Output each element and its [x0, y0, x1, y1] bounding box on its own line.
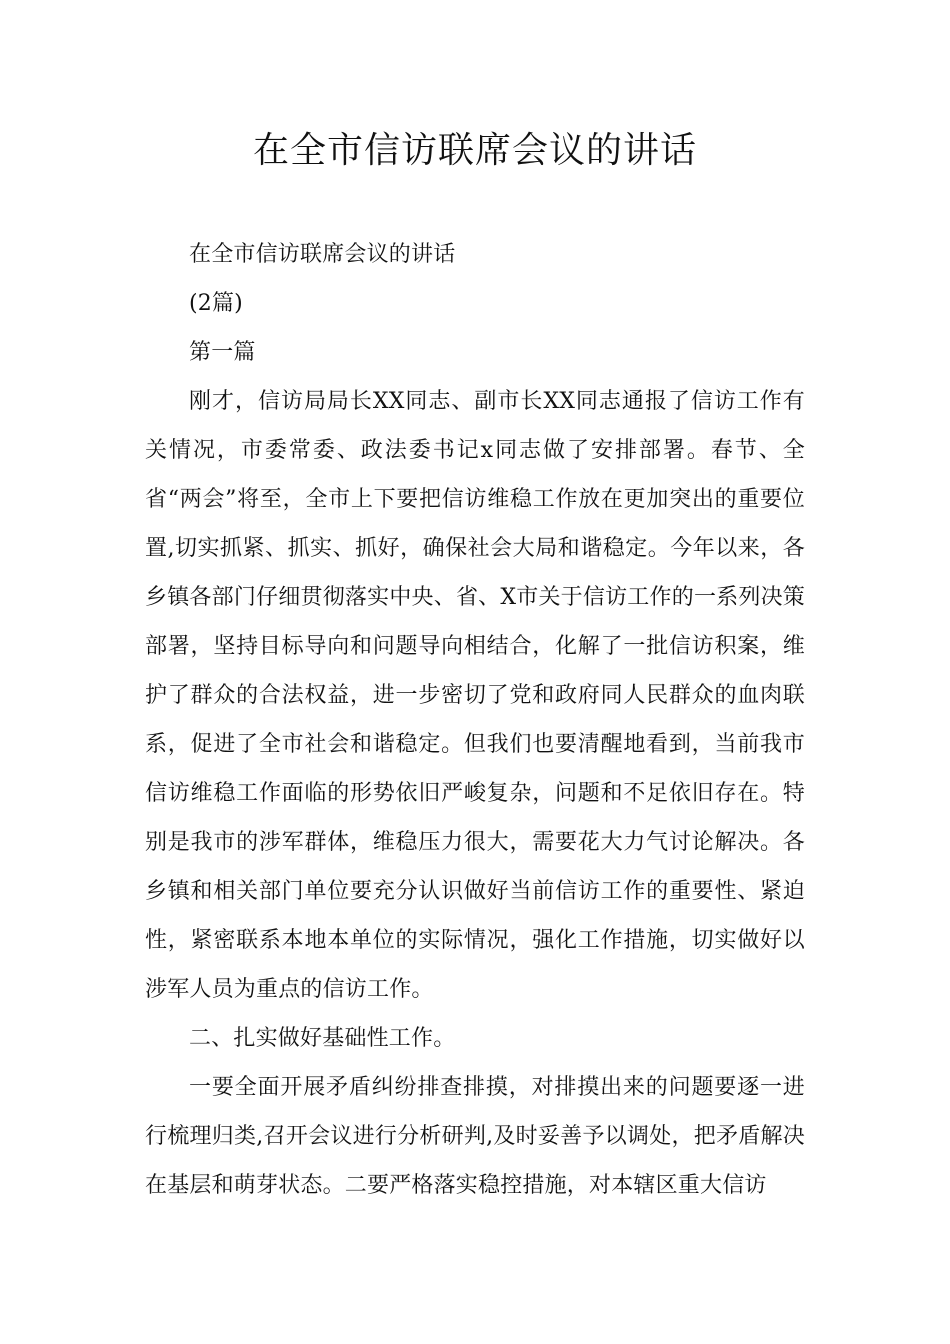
body-paragraph: 一要全面开展矛盾纠纷排查排摸，对排摸出来的问题要逐一进行梳理归类,召开会议进行分析研判,及时妥善予以调处，把矛盾解决在基层和萌芽状态。二要严格落实稳控措施，对本辖区重大信访: [145, 1075, 805, 1198]
subtitle-paragraph: 在全市信访联席会议的讲话: [189, 242, 456, 267]
document-body: [145, 230, 805, 1210]
body-paragraph: 刚才，信访局局长XX同志、副市长XX同志通报了信访工作有关情况，市委常委、政法委书记x同志做了安排部署。春节、全省“两会”将至，全市上下要把信访维稳工作放在更加突出的重要位置,切实抓紧、抓实、抓好，确保社会大局和谐稳定。今年以来，各乡镇各部门仔细贯彻落实中央、省、X市关于信访工作的一系列决策部署，坚持目标导向和问题导向相结合，化解了一批信访积案，维护了群众的合法权益，进一步密切了党和政府同人民群众的血肉联系，促进了全市社会和谐稳定。但我们也要清醒地看到，当前我市信访维稳工作面临的形势依旧严峻复杂，问题和不足依旧存在。特别是我市的涉军群体，维稳压力很大，需要花大力气讨论解决。各乡镇和相关部门单位要充分认识做好当前信访工作的重要性、紧迫性，紧密联系本地本单位的实际情况，强化工作措施，切实做好以涉军人员为重点的信访工作。: [145, 389, 805, 1002]
section-heading: 第一篇: [189, 340, 256, 365]
count-paragraph: (2篇): [189, 291, 243, 316]
section-heading: 二、扎实做好基础性工作。: [189, 1026, 456, 1051]
document-title: 在全市信访联席会议的讲话: [252, 130, 697, 171]
